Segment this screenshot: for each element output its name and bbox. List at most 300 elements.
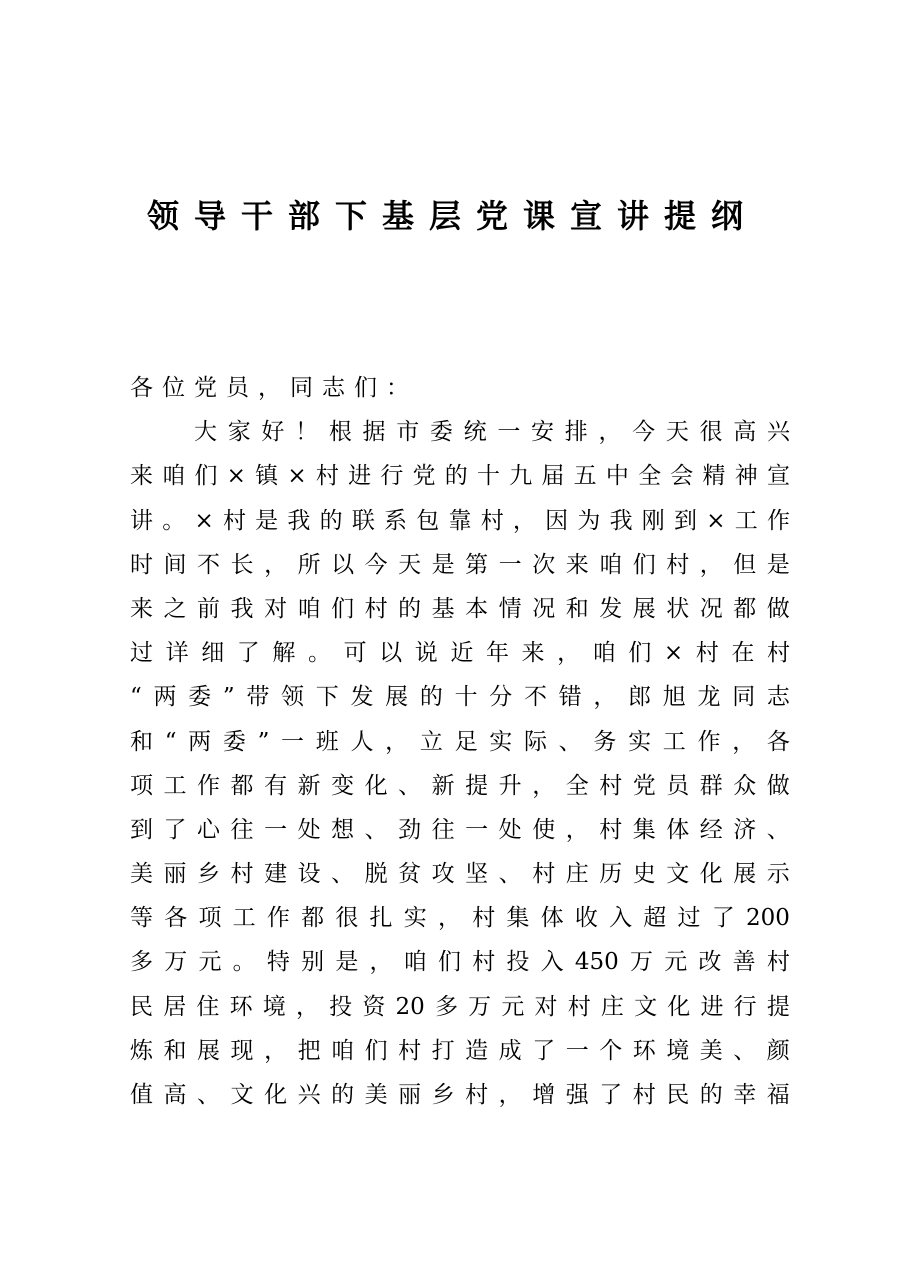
glyph: 龙 <box>697 684 721 711</box>
glyph: 一 <box>498 551 522 578</box>
glyph: 济 <box>733 816 757 843</box>
glyph: 境 <box>262 993 286 1020</box>
glyph: 靠 <box>448 507 472 534</box>
glyph: 高 <box>163 1082 187 1108</box>
glyph: ， <box>295 993 319 1020</box>
glyph: 民 <box>666 1082 690 1108</box>
glyph: ” <box>222 684 235 711</box>
glyph: 现 <box>230 1037 254 1064</box>
glyph: 想 <box>331 816 355 843</box>
glyph: 有 <box>264 772 288 799</box>
glyph: 、 <box>498 861 522 888</box>
glyph: 委 <box>429 419 453 446</box>
glyph: 化 <box>364 772 388 799</box>
glyph: 、 <box>766 816 790 843</box>
glyph: 细 <box>201 640 225 667</box>
glyph: 村 <box>222 507 246 534</box>
glyph: 统 <box>463 419 487 446</box>
glyph: 是 <box>431 551 455 578</box>
glyph: 精 <box>702 463 726 490</box>
glyph: ， <box>264 1037 288 1064</box>
glyph: 新 <box>431 772 455 799</box>
glyph: 很 <box>335 905 359 932</box>
glyph: 带 <box>246 684 270 711</box>
glyph: 领 <box>281 684 305 711</box>
glyph: 造 <box>465 1037 489 1064</box>
glyph: 劲 <box>398 816 422 843</box>
glyph: 入 <box>609 905 633 932</box>
glyph: × <box>287 463 307 490</box>
glyph: 、 <box>364 816 388 843</box>
glyph: 九 <box>509 463 533 490</box>
glyph: 来 <box>130 595 153 622</box>
glyph: 展 <box>197 1037 221 1064</box>
glyph: 脱 <box>364 861 388 888</box>
glyph: 项 <box>130 772 153 799</box>
glyph: 坚 <box>465 861 489 888</box>
glyph: 五 <box>573 463 597 490</box>
glyph: 特 <box>266 949 290 976</box>
paragraph-line <box>130 940 790 984</box>
glyph: 心 <box>197 816 221 843</box>
glyph: 到 <box>130 816 153 843</box>
glyph: 我 <box>609 507 633 534</box>
glyph: 了 <box>599 1082 623 1108</box>
glyph: 下 <box>315 684 339 711</box>
glyph: 万 <box>164 949 188 976</box>
glyph: 文 <box>230 1082 254 1108</box>
glyph: 作 <box>766 507 790 534</box>
glyph: 分 <box>489 684 513 711</box>
glyph: 村 <box>230 861 254 888</box>
glyph: 之 <box>163 595 187 622</box>
glyph: 际 <box>523 728 547 755</box>
glyph: 志 <box>766 684 790 711</box>
paragraph-line <box>130 631 790 675</box>
glyph: 超 <box>643 905 667 932</box>
paragraph-line <box>130 499 790 543</box>
glyph: 提 <box>465 772 489 799</box>
glyph: 委 <box>188 684 212 711</box>
glyph: 处 <box>498 816 522 843</box>
glyph: 各 <box>164 905 188 932</box>
glyph: 民 <box>130 993 153 1020</box>
glyph: 作 <box>697 728 721 755</box>
glyph: 第 <box>465 551 489 578</box>
glyph: 状 <box>666 595 690 622</box>
glyph: 、 <box>197 1082 221 1108</box>
paragraph-line <box>130 543 790 587</box>
glyph: × <box>226 463 246 490</box>
glyph: 丽 <box>398 1082 422 1108</box>
glyph: ” <box>257 728 270 755</box>
salutation: 各位党员，同志们： <box>130 375 418 401</box>
glyph: 元 <box>664 949 688 976</box>
glyph: 兴 <box>297 1082 321 1108</box>
glyph: 宣 <box>766 463 790 490</box>
glyph: 乡 <box>431 1082 455 1108</box>
glyph: 会 <box>670 463 694 490</box>
glyph: 作 <box>197 772 221 799</box>
glyph: 扎 <box>369 905 393 932</box>
glyph: ， <box>512 507 536 534</box>
glyph: ， <box>498 1082 522 1108</box>
glyph: 做 <box>766 772 790 799</box>
glyph: 实 <box>489 728 513 755</box>
glyph: 发 <box>350 684 374 711</box>
glyph: 变 <box>331 772 355 799</box>
glyph: 等 <box>130 905 153 932</box>
glyph: 集 <box>506 905 530 932</box>
glyph: 和 <box>163 1037 187 1064</box>
glyph: 工 <box>662 728 686 755</box>
glyph: 行 <box>733 993 757 1020</box>
glyph: 新 <box>297 772 321 799</box>
glyph: 包 <box>416 507 440 534</box>
paragraph-line <box>130 675 790 719</box>
paragraph-line <box>130 720 790 764</box>
glyph: 人 <box>350 728 374 755</box>
glyph: 对 <box>534 993 558 1020</box>
glyph: 境 <box>666 1037 690 1064</box>
glyph: ！ <box>295 419 319 446</box>
glyph: 作 <box>266 905 290 932</box>
glyph: 的 <box>444 463 468 490</box>
glyph: 十 <box>476 463 500 490</box>
glyph: 实 <box>403 905 427 932</box>
glyph: 天 <box>665 419 689 446</box>
glyph: 集 <box>632 816 656 843</box>
glyph: 详 <box>165 640 189 667</box>
glyph: 过 <box>130 640 153 667</box>
glyph: 情 <box>498 595 522 622</box>
glyph: 镇 <box>255 463 279 490</box>
glyph: 丽 <box>163 861 187 888</box>
glyph: 万 <box>468 993 492 1020</box>
glyph: ， <box>385 728 409 755</box>
glyph: 村 <box>472 949 496 976</box>
glyph: 投 <box>506 949 530 976</box>
glyph: “ <box>130 684 142 711</box>
glyph: 基 <box>431 595 455 622</box>
glyph: 行 <box>380 463 404 490</box>
glyph: 、 <box>733 1037 757 1064</box>
paragraph-line <box>130 808 790 852</box>
glyph: 万 <box>629 949 653 976</box>
glyph: 各 <box>766 728 790 755</box>
glyph: 建 <box>264 861 288 888</box>
glyph: 处 <box>297 816 321 843</box>
glyph: 成 <box>498 1037 522 1064</box>
glyph: 中 <box>605 463 629 490</box>
glyph: 打 <box>431 1037 455 1064</box>
glyph: 村 <box>766 949 790 976</box>
glyph: × <box>194 507 214 534</box>
glyph: 班 <box>315 728 339 755</box>
glyph: 可 <box>343 640 367 667</box>
glyph: 、 <box>398 772 422 799</box>
glyph: 刚 <box>641 507 665 534</box>
paragraph-line <box>130 852 790 896</box>
glyph: 文 <box>666 861 690 888</box>
glyph: 但 <box>733 551 757 578</box>
glyph: ， <box>593 684 617 711</box>
glyph: 环 <box>229 993 253 1020</box>
glyph: 展 <box>733 861 757 888</box>
glyph: 文 <box>634 993 658 1020</box>
glyph: 的 <box>699 1082 723 1108</box>
glyph: 过 <box>677 905 701 932</box>
glyph: 好 <box>261 419 285 446</box>
glyph: 收 <box>574 905 598 932</box>
glyph: 以 <box>331 551 355 578</box>
glyph: 来 <box>565 551 589 578</box>
glyph: 庄 <box>565 861 589 888</box>
paragraph-line <box>130 764 790 808</box>
glyph: 村 <box>364 595 388 622</box>
glyph: 咱 <box>599 551 623 578</box>
glyph: 进 <box>348 463 372 490</box>
glyph: 郎 <box>628 684 652 711</box>
glyph: 安 <box>531 419 555 446</box>
glyph: 乡 <box>197 861 221 888</box>
glyph: 化 <box>264 1082 288 1108</box>
glyph: 高 <box>733 419 757 446</box>
glyph: 两 <box>188 728 212 755</box>
glyph: 大 <box>194 419 217 446</box>
glyph: 解 <box>272 640 296 667</box>
glyph: 美 <box>699 1037 723 1064</box>
glyph: 住 <box>196 993 220 1020</box>
glyph: 。 <box>162 507 186 534</box>
glyph: 全 <box>638 463 662 490</box>
glyph: 兴 <box>766 419 790 446</box>
glyph: 长 <box>230 551 254 578</box>
glyph: 入 <box>540 949 564 976</box>
glyph: ， <box>532 772 556 799</box>
glyph: ， <box>369 949 393 976</box>
glyph: 贫 <box>398 861 422 888</box>
glyph: 实 <box>628 728 652 755</box>
glyph: 是 <box>766 551 790 578</box>
glyph: 据 <box>362 419 386 446</box>
glyph: 别 <box>301 949 325 976</box>
glyph: 史 <box>632 861 656 888</box>
glyph: 项 <box>198 905 222 932</box>
paragraph-line <box>130 985 790 1029</box>
glyph: 村 <box>465 1082 489 1108</box>
glyph: 发 <box>599 595 623 622</box>
glyph: 市 <box>396 419 420 446</box>
glyph: 一 <box>264 816 288 843</box>
glyph: 村 <box>695 640 719 667</box>
glyph: 众 <box>733 772 757 799</box>
glyph: 根 <box>328 419 352 446</box>
glyph: 美 <box>130 861 153 888</box>
glyph: 元 <box>501 993 525 1020</box>
glyph: 值 <box>130 1082 153 1108</box>
glyph: 今 <box>364 551 388 578</box>
glyph: 庄 <box>600 993 624 1020</box>
glyph: 十 <box>454 684 478 711</box>
glyph: 改 <box>698 949 722 976</box>
glyph: 排 <box>564 419 588 446</box>
glyph: 炼 <box>130 1037 153 1064</box>
glyph: 咱 <box>592 640 616 667</box>
paragraph-line <box>130 454 790 498</box>
glyph: 资 <box>362 993 386 1020</box>
glyph: 村 <box>567 993 591 1020</box>
glyph: 天 <box>398 551 422 578</box>
glyph: 不 <box>523 684 547 711</box>
glyph: × <box>663 640 684 667</box>
paragraph-line <box>130 410 790 454</box>
glyph: 系 <box>384 507 408 534</box>
glyph: 务 <box>593 728 617 755</box>
glyph: 立 <box>419 728 443 755</box>
paragraph-line <box>130 587 790 631</box>
glyph: 党 <box>412 463 436 490</box>
glyph: 经 <box>699 816 723 843</box>
glyph: 多 <box>130 949 153 976</box>
glyph: 幸 <box>733 1082 757 1108</box>
glyph: 们 <box>194 463 218 490</box>
glyph: 很 <box>699 419 723 446</box>
glyph: 来 <box>130 463 153 490</box>
glyph: 历 <box>599 861 623 888</box>
glyph: ， <box>557 640 581 667</box>
glyph: 村 <box>315 463 339 490</box>
paragraph-line <box>130 1029 790 1073</box>
glyph: 近 <box>450 640 474 667</box>
glyph: 一 <box>565 1037 589 1064</box>
glyph: 我 <box>287 507 311 534</box>
glyph: 把 <box>297 1037 321 1064</box>
glyph: 同 <box>732 684 756 711</box>
glyph: 200 <box>745 905 790 932</box>
glyph: × <box>706 507 726 534</box>
glyph: 示 <box>766 861 790 888</box>
glyph: 投 <box>329 993 353 1020</box>
glyph: 村 <box>472 905 496 932</box>
glyph: 450 <box>574 949 619 976</box>
glyph: 体 <box>666 816 690 843</box>
glyph: 美 <box>364 1082 388 1108</box>
glyph: ， <box>598 419 622 446</box>
glyph: 一 <box>465 816 489 843</box>
glyph: 所 <box>297 551 321 578</box>
glyph: 前 <box>197 595 221 622</box>
glyph: 20 <box>395 993 425 1020</box>
glyph: 工 <box>734 507 758 534</box>
glyph: 使 <box>532 816 556 843</box>
glyph: 往 <box>431 816 455 843</box>
glyph: ， <box>264 551 288 578</box>
glyph: 展 <box>632 595 656 622</box>
glyph: 、 <box>331 861 355 888</box>
paragraph-line <box>130 1073 790 1117</box>
glyph: 村 <box>599 816 623 843</box>
glyph: 党 <box>632 772 656 799</box>
glyph: 来 <box>521 640 545 667</box>
glyph: 况 <box>699 595 723 622</box>
glyph: 群 <box>699 772 723 799</box>
glyph: 和 <box>130 728 153 755</box>
glyph: 届 <box>541 463 565 490</box>
glyph: 咱 <box>162 463 186 490</box>
glyph: 们 <box>437 949 461 976</box>
glyph: 时 <box>130 551 153 578</box>
glyph: 村 <box>599 772 623 799</box>
glyph: 村 <box>632 1082 656 1108</box>
glyph: 本 <box>465 595 489 622</box>
glyph: 工 <box>163 772 187 799</box>
glyph: 个 <box>599 1037 623 1064</box>
glyph: 多 <box>434 993 458 1020</box>
glyph: 两 <box>153 684 177 711</box>
glyph: 们 <box>628 640 652 667</box>
glyph: 不 <box>197 551 221 578</box>
glyph: 了 <box>532 1037 556 1064</box>
glyph: 村 <box>480 507 504 534</box>
glyph: 福 <box>766 1082 790 1108</box>
glyph: ， <box>699 551 723 578</box>
glyph: 神 <box>734 463 758 490</box>
glyph: 颜 <box>766 1037 790 1064</box>
paragraph-line <box>130 896 790 940</box>
glyph: 因 <box>545 507 569 534</box>
glyph: 都 <box>301 905 325 932</box>
glyph: 咱 <box>403 949 427 976</box>
glyph: 说 <box>414 640 438 667</box>
glyph: 的 <box>319 507 343 534</box>
glyph: ， <box>437 905 461 932</box>
glyph: 间 <box>163 551 187 578</box>
glyph: 做 <box>766 595 790 622</box>
glyph: 。 <box>232 949 256 976</box>
glyph: 设 <box>297 861 321 888</box>
glyph: 村 <box>666 551 690 578</box>
glyph: 次 <box>532 551 556 578</box>
glyph: 都 <box>733 595 757 622</box>
glyph: 善 <box>732 949 756 976</box>
glyph: 在 <box>731 640 755 667</box>
glyph: 展 <box>385 684 409 711</box>
glyph: 旭 <box>662 684 686 711</box>
glyph: 攻 <box>431 861 455 888</box>
glyph: 。 <box>307 640 331 667</box>
glyph: 咱 <box>331 1037 355 1064</box>
glyph: 都 <box>230 772 254 799</box>
glyph: 联 <box>351 507 375 534</box>
glyph: 、 <box>558 728 582 755</box>
glyph: 错 <box>558 684 582 711</box>
glyph: 况 <box>532 595 556 622</box>
glyph: ， <box>565 816 589 843</box>
glyph: 的 <box>419 684 443 711</box>
glyph: 家 <box>227 419 251 446</box>
glyph: ， <box>732 728 756 755</box>
glyph: 和 <box>565 595 589 622</box>
glyph: 提 <box>766 993 790 1020</box>
glyph: 是 <box>335 949 359 976</box>
glyph: 年 <box>485 640 509 667</box>
glyph: 了 <box>711 905 735 932</box>
glyph: 是 <box>255 507 279 534</box>
glyph: 化 <box>667 993 691 1020</box>
glyph: 们 <box>632 551 656 578</box>
glyph: 咱 <box>297 595 321 622</box>
